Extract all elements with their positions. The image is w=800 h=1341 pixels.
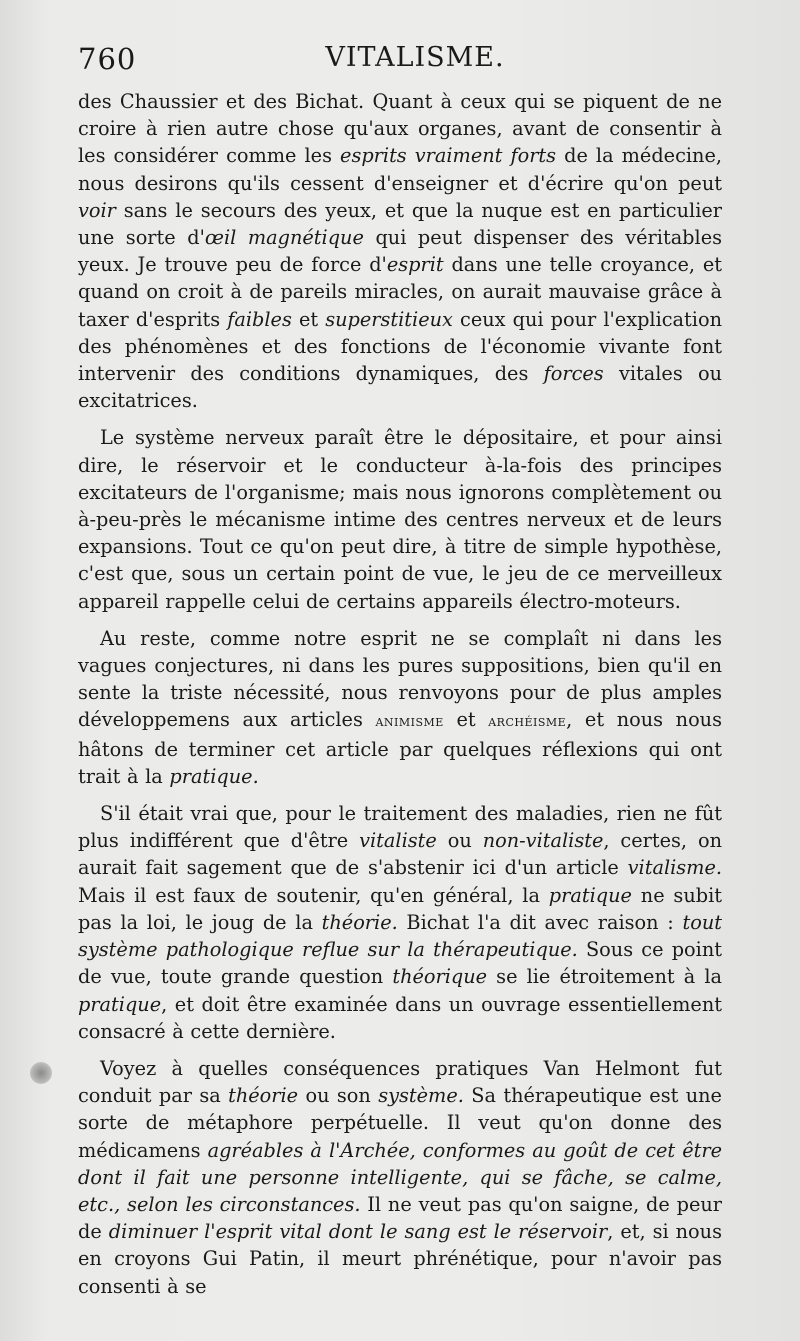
italic-text: tout système pathologique reflue sur la thérapeutique. (78, 910, 722, 962)
ink-stain (30, 1062, 52, 1084)
text-run: , et nous nous hâtons de terminer cet article par quelques réflexions qui ont trait à la (78, 708, 722, 788)
small-caps-text: animisme (375, 712, 444, 731)
text-run: Sa thérapeutique est une sorte de métaphore perpétuelle. Il veut qu'on donne des médicamens (78, 1084, 722, 1162)
text-run: et (443, 708, 489, 732)
italic-text: agréables à l'Archée, conformes au goût de cet être dont il fait une personne intelligente, qui se fâche, se calme, etc., selon les circonstances. (78, 1138, 723, 1216)
italic-text: non-vitaliste (482, 829, 604, 853)
text-run: dans une telle croyance, et quand on croit à de pareils miracles, on aurait mauvaise grâce à taxer d'esprits (78, 253, 722, 331)
italic-text: pratique (548, 883, 632, 907)
text-run: , et, si nous en croyons Gui Patin, il meurt phrénétique, pour n'avoir pas consenti à se (78, 1220, 722, 1298)
paragraph (78, 424, 722, 614)
page-header (78, 42, 722, 82)
italic-text: pratique (78, 992, 162, 1016)
text-run: Bichat l'a dit avec raison : (397, 910, 683, 934)
text-run: sans le secours des yeux, et que la nuque est en particulier une sorte d' (78, 198, 722, 250)
text-run: Il ne veut pas qu'on saigne, de peur de (78, 1192, 722, 1244)
italic-text: théorie. (321, 910, 398, 934)
italic-text: forces (543, 362, 604, 386)
text-run: qui peut dispenser des véritables yeux. Je trouve peu de force d' (78, 226, 723, 277)
text-run: , et doit être examinée dans un ouvrage essentiellement consacré à cette dernière. (78, 992, 722, 1043)
page-number: 760 (78, 42, 137, 76)
running-title: VITALISME. (325, 42, 505, 73)
text-run: Voyez à quelles conséquences pratiques Van Helmont fut conduit par sa (78, 1056, 722, 1108)
text-run: ou (436, 829, 483, 853)
italic-text: faibles (227, 307, 292, 331)
italic-text: superstitieux (325, 307, 453, 331)
italic-text: théorie (228, 1084, 299, 1108)
small-caps-text: archéisme (488, 712, 567, 731)
text-run: Au reste, comme notre esprit ne se complaît ni dans les vagues conjectures, ni dans les pures suppositions, bien qu'il en sente la triste nécessité, nous renvoyons pour de plus amples développemens aux articles (78, 626, 722, 732)
italic-text: œil magnétique (204, 226, 364, 250)
text-run: Sous ce point de vue, toute grande question (78, 938, 722, 989)
text-run: , certes, on aurait fait sagement que de s'abstenir ici d'un article (78, 829, 722, 880)
italic-text: esprit (386, 253, 444, 277)
text-run: des Chaussier et des Bichat. Quant à ceux qui se piquent de ne croire à rien autre chose qu'aux organes, avant de consentir à les considérer comme les (78, 90, 722, 168)
body-text (78, 88, 722, 1310)
text-run: ceux qui pour l'explication des phénomènes et des fonctions de l'économie vivante font intervenir des conditions dynamiques, des (78, 307, 722, 386)
text-run: S'il était vrai que, pour le traitement des maladies, rien ne fût plus indifférent que d'être (78, 802, 722, 853)
italic-text: diminuer l'esprit vital dont le sang est le réservoir (108, 1220, 608, 1244)
text-run: vitales ou excitatrices. (78, 362, 722, 413)
italic-text: théorique (392, 965, 488, 989)
paragraph (78, 88, 722, 414)
text-run: ou son (298, 1084, 379, 1108)
text-run: Le système nerveux paraît être le dépositaire, et pour ainsi dire, le réservoir et le conducteur à-la-fois des principes excitateurs de l'organisme; mais nous ignorons complètement ou à-peu-près le mécanisme intime des centres nerveux et de leurs expansions. Tout ce qu'on peut dire, à titre de simple hypothèse, c'est que, sous un certain point de vue, le jeu de ce merveilleux appareil rappelle celui de certains appareils électro-moteurs. (78, 426, 722, 613)
italic-text: vitalisme. (627, 856, 722, 880)
text-run: Mais il est faux de soutenir, qu'en général, la (78, 883, 549, 907)
text-run: se lie étroitement à la (487, 965, 722, 989)
paragraph (78, 625, 722, 790)
italic-text: pratique. (169, 764, 259, 788)
text-run: ne subit pas la loi, le joug de la (78, 883, 722, 934)
paragraph (78, 800, 722, 1045)
italic-text: système. (378, 1084, 464, 1108)
italic-text: esprits vraiment forts (340, 144, 557, 168)
italic-text: voir (78, 198, 116, 222)
text-run: de la médecine, nous desirons qu'ils cessent d'enseigner et d'écrire qu'on peut (78, 144, 723, 195)
paragraph (78, 1055, 722, 1300)
italic-text: vitaliste (359, 829, 437, 853)
text-run: et (291, 307, 326, 331)
